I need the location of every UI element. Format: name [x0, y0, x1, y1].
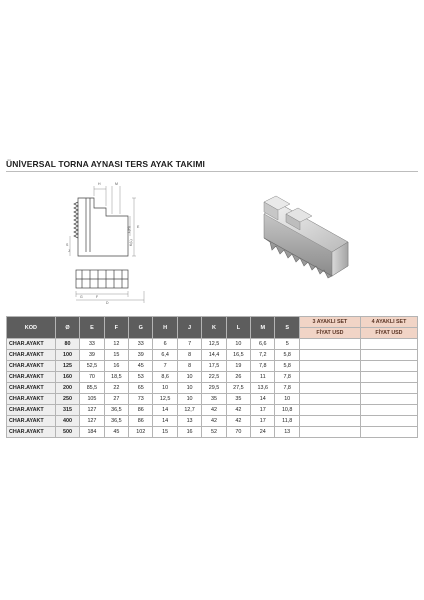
table-row [7, 383, 418, 394]
cell-dimension: 35 [226, 394, 250, 405]
table-row [7, 416, 418, 427]
cell-3-jaw-price [299, 350, 360, 361]
cell-kod: CHAR.AYAKT [7, 394, 56, 405]
cell-dimension: 17 [251, 405, 275, 416]
table-row [7, 350, 418, 361]
cell-kod: CHAR.AYAKT [7, 372, 56, 383]
cell-dimension: 7,8 [251, 361, 275, 372]
cell-dimension: 22 [104, 383, 128, 394]
table-row [7, 394, 418, 405]
cell-dimension: 15 [153, 427, 177, 438]
cell-dimension: 102 [129, 427, 153, 438]
cell-dimension: 127 [80, 416, 104, 427]
cell-dimension: 42 [226, 416, 250, 427]
jaw-technical-drawing [60, 178, 160, 306]
dim-label-m: M [115, 182, 118, 186]
jaw-product-image [250, 190, 362, 296]
cell-dimension: 86 [129, 416, 153, 427]
dim-label-h: H [98, 182, 101, 186]
cell-dimension: 39 [129, 350, 153, 361]
cell-dimension: 18,5 [104, 372, 128, 383]
cell-4-jaw-price [360, 427, 417, 438]
cell-dimension: 27 [104, 394, 128, 405]
cell-3-jaw-price [299, 383, 360, 394]
cell-dimension: 16 [104, 361, 128, 372]
cell-dimension: 45 [104, 427, 128, 438]
cell-3-jaw-price [299, 427, 360, 438]
table-row [7, 361, 418, 372]
cell-dimension: 10 [177, 383, 201, 394]
cell-dimension: 36,5 [104, 405, 128, 416]
cell-diameter: 500 [55, 427, 79, 438]
cell-dimension: 14 [251, 394, 275, 405]
cell-dimension: 33 [80, 339, 104, 350]
cell-dimension: 14 [153, 405, 177, 416]
col-header-4-jaw-set: 4 AYAKLI SET [360, 317, 417, 328]
cell-dimension: 15 [104, 350, 128, 361]
cell-dimension: 10 [177, 394, 201, 405]
cell-dimension: 7,8 [275, 372, 299, 383]
cell-diameter: 160 [55, 372, 79, 383]
title-divider [6, 171, 418, 172]
cell-dimension: 184 [80, 427, 104, 438]
cell-dimension: 8 [177, 361, 201, 372]
cell-dimension: 19 [226, 361, 250, 372]
cell-dimension: 5 [275, 339, 299, 350]
cell-dimension: 105 [80, 394, 104, 405]
col-header-f: F [104, 317, 128, 339]
cell-dimension: 33 [129, 339, 153, 350]
cell-diameter: 100 [55, 350, 79, 361]
col-header-s: S [275, 317, 299, 339]
cell-kod: CHAR.AYAKT [7, 350, 56, 361]
cell-4-jaw-price [360, 339, 417, 350]
cell-dimension: 70 [80, 372, 104, 383]
cell-dimension: 14 [153, 416, 177, 427]
cell-dimension: 53 [129, 372, 153, 383]
cell-3-jaw-price [299, 361, 360, 372]
cell-dimension: 7 [177, 339, 201, 350]
cell-diameter: 400 [55, 416, 79, 427]
cell-dimension: 13 [275, 427, 299, 438]
cell-kod: CHAR.AYAKT [7, 339, 56, 350]
dim-label-f: F [96, 295, 99, 299]
col-header-k: K [202, 317, 226, 339]
cell-dimension: 85,5 [80, 383, 104, 394]
col-header-kod: KOD [7, 317, 56, 339]
cell-kod: CHAR.AYAKT [7, 427, 56, 438]
cell-dimension: 27,5 [226, 383, 250, 394]
cell-diameter: 125 [55, 361, 79, 372]
cell-dimension: 127 [80, 405, 104, 416]
cell-4-jaw-price [360, 394, 417, 405]
col-header-e: E [80, 317, 104, 339]
cell-dimension: 35 [202, 394, 226, 405]
cell-dimension: 42 [202, 416, 226, 427]
cell-dimension: 8,6 [153, 372, 177, 383]
cell-kod: CHAR.AYAKT [7, 416, 56, 427]
cell-kod: CHAR.AYAKT [7, 383, 56, 394]
cell-dimension: 7,8 [275, 383, 299, 394]
col-header-j: J [177, 317, 201, 339]
cell-dimension: 13 [177, 416, 201, 427]
cell-4-jaw-price [360, 361, 417, 372]
cell-dimension: 10 [275, 394, 299, 405]
cell-dimension: 7,2 [251, 350, 275, 361]
cell-dimension: 16,5 [226, 350, 250, 361]
cell-dimension: 16 [177, 427, 201, 438]
table-row [7, 427, 418, 438]
cell-3-jaw-price [299, 416, 360, 427]
cell-kod: CHAR.AYAKT [7, 361, 56, 372]
cell-dimension: 10 [226, 339, 250, 350]
dim-label-kl: K(L) [129, 239, 133, 246]
col-header-l: L [226, 317, 250, 339]
cell-dimension: 70 [226, 427, 250, 438]
table-row [7, 339, 418, 350]
col-header-3-jaw-set: 3 AYAKLI SET [299, 317, 360, 328]
col-header-dia: Ø [55, 317, 79, 339]
cell-dimension: 12 [104, 339, 128, 350]
cell-3-jaw-price [299, 394, 360, 405]
cell-4-jaw-price [360, 350, 417, 361]
cell-3-jaw-price [299, 339, 360, 350]
dim-label-d: D [106, 301, 109, 305]
dim-label-j: J [68, 249, 70, 253]
dim-label-s: S [66, 243, 69, 247]
cell-diameter: 80 [55, 339, 79, 350]
cell-4-jaw-price [360, 405, 417, 416]
cell-dimension: 42 [202, 405, 226, 416]
cell-dimension: 52,5 [80, 361, 104, 372]
cell-dimension: 10 [153, 383, 177, 394]
cell-dimension: 6,4 [153, 350, 177, 361]
cell-4-jaw-price [360, 383, 417, 394]
cell-4-jaw-price [360, 372, 417, 383]
cell-4-jaw-price [360, 416, 417, 427]
col-header-m: M [251, 317, 275, 339]
page-title: ÜNİVERSAL TORNA AYNASI TERS AYAK TAKIMI [6, 159, 205, 169]
cell-dimension: 17 [251, 416, 275, 427]
col-subheader-3-jaw-price: FİYAT USD [299, 328, 360, 339]
cell-dimension: 6,6 [251, 339, 275, 350]
cell-dimension: 17,5 [202, 361, 226, 372]
cell-kod: CHAR.AYAKT [7, 405, 56, 416]
cell-dimension: 73 [129, 394, 153, 405]
cell-dimension: 13,6 [251, 383, 275, 394]
cell-dimension: 5,8 [275, 350, 299, 361]
cell-dimension: 45 [129, 361, 153, 372]
cell-dimension: 12,5 [153, 394, 177, 405]
cell-3-jaw-price [299, 405, 360, 416]
cell-dimension: 86 [129, 405, 153, 416]
jaw-dimensions-table [6, 316, 418, 438]
cell-dimension: 65 [129, 383, 153, 394]
cell-diameter: 200 [55, 383, 79, 394]
table-row [7, 372, 418, 383]
cell-dimension: 7 [153, 361, 177, 372]
cell-dimension: 11,8 [275, 416, 299, 427]
cell-dimension: 12,5 [202, 339, 226, 350]
cell-dimension: 52 [202, 427, 226, 438]
dim-label-e: E [137, 225, 140, 229]
col-subheader-4-jaw-price: FİYAT USD [360, 328, 417, 339]
cell-dimension: 26 [226, 372, 250, 383]
cell-dimension: 36,5 [104, 416, 128, 427]
cell-dimension: 29,5 [202, 383, 226, 394]
cell-dimension: 12,7 [177, 405, 201, 416]
cell-diameter: 250 [55, 394, 79, 405]
cell-dimension: 6 [153, 339, 177, 350]
dim-label-lh: L(H) [127, 226, 131, 233]
col-header-g: G [129, 317, 153, 339]
cell-dimension: 22,5 [202, 372, 226, 383]
cell-dimension: 39 [80, 350, 104, 361]
cell-dimension: 42 [226, 405, 250, 416]
cell-dimension: 8 [177, 350, 201, 361]
cell-dimension: 24 [251, 427, 275, 438]
cell-dimension: 5,8 [275, 361, 299, 372]
dim-label-g: G [80, 295, 83, 299]
cell-dimension: 11 [251, 372, 275, 383]
table-row [7, 405, 418, 416]
cell-diameter: 315 [55, 405, 79, 416]
table-body [7, 339, 418, 438]
cell-dimension: 14,4 [202, 350, 226, 361]
col-header-h: H [153, 317, 177, 339]
cell-dimension: 10,8 [275, 405, 299, 416]
cell-dimension: 10 [177, 372, 201, 383]
cell-3-jaw-price [299, 372, 360, 383]
